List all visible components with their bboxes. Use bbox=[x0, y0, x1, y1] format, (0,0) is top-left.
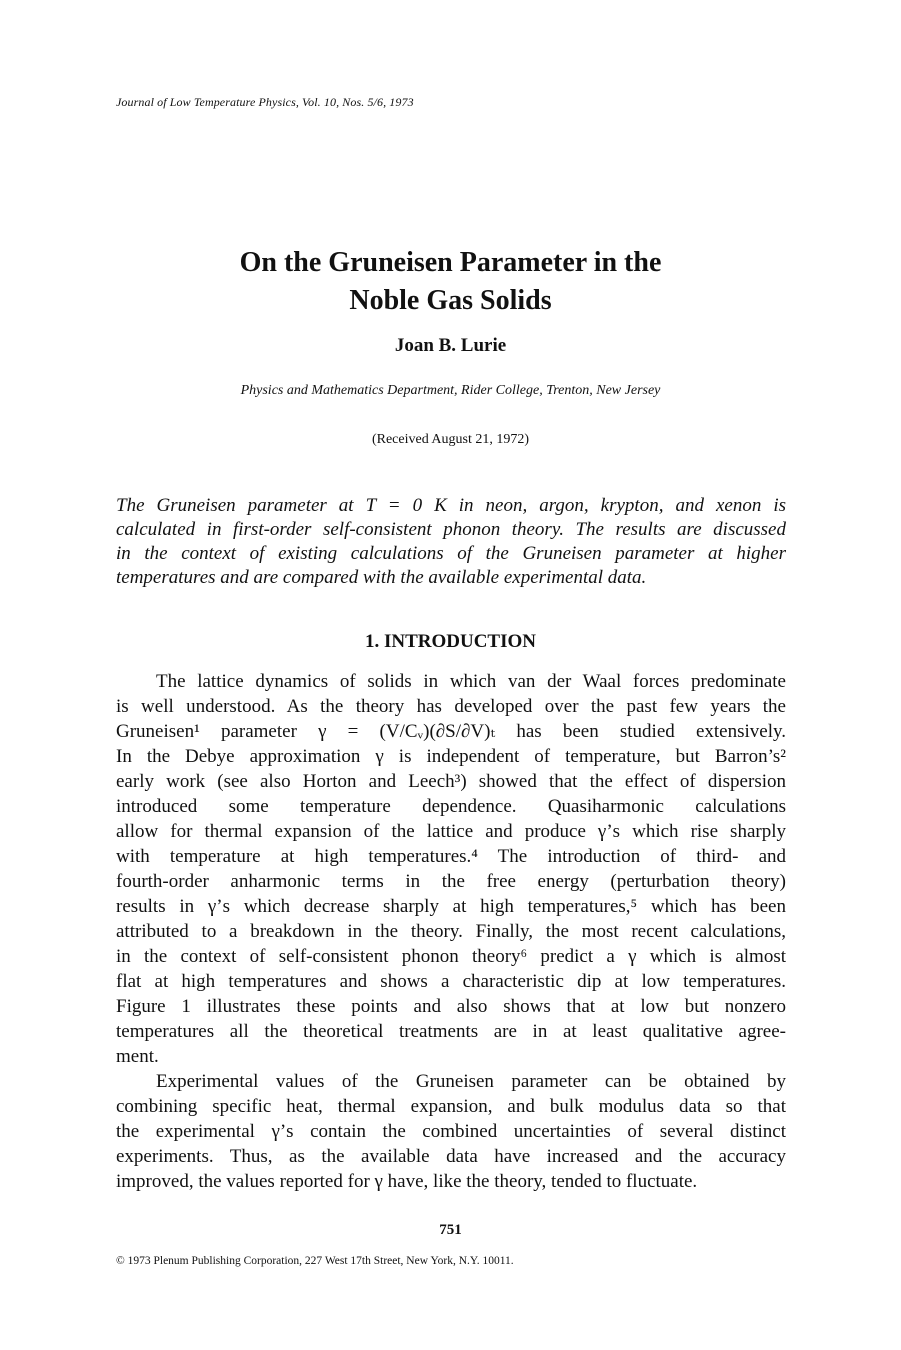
body-line: introduced some temperature dependence. Quasiharmonic calculations bbox=[116, 796, 786, 817]
body-line: Figure 1 illustrates these points and also shows that at low but nonzero bbox=[116, 996, 786, 1017]
abstract-line: The Gruneisen parameter at T = 0 K in neon, argon, krypton, and xenon is bbox=[116, 495, 786, 516]
body-line: the experimental γ’s contain the combined uncertainties of several distinct bbox=[116, 1121, 786, 1142]
title-line: On the Gruneisen Parameter in the bbox=[239, 247, 662, 278]
body-line: Gruneisen¹ parameter γ = (V/Cᵥ)(∂S/∂V)ₜ has been studied extensively. bbox=[116, 721, 786, 742]
body-line: in the context of self-consistent phonon theory⁶ predict a γ which is almost bbox=[116, 946, 786, 967]
body-line: with temperature at high temperatures.⁴ The introduction of third- and bbox=[116, 846, 786, 867]
author-name: Joan B. Lurie bbox=[394, 335, 507, 356]
body-line: flat at high temperatures and shows a characteristic dip at low temperatures. bbox=[116, 971, 786, 992]
page-number: 751 bbox=[439, 1222, 462, 1238]
body-line: allow for thermal expansion of the lattice and produce γ’s which rise sharply bbox=[116, 821, 786, 842]
title-line: Noble Gas Solids bbox=[349, 285, 552, 316]
received-date: (Received August 21, 1972) bbox=[371, 432, 530, 447]
paper-title bbox=[0, 244, 901, 320]
copyright-notice: © 1973 Plenum Publishing Corporation, 227 West 17th Street, New York, N.Y. 10011. bbox=[116, 1255, 514, 1267]
section-heading: 1. INTRODUCTION bbox=[364, 631, 537, 652]
body-line: In the Debye approximation γ is independent of temperature, but Barron’s² bbox=[116, 746, 786, 767]
body-line: experiments. Thus, as the available data have increased and the accuracy bbox=[116, 1146, 786, 1167]
body-line: fourth-order anharmonic terms in the free energy (perturbation theory) bbox=[116, 871, 786, 892]
author-affiliation: Physics and Mathematics Department, Rider College, Trenton, New Jersey bbox=[240, 383, 661, 398]
abstract-line: in the context of existing calculations of the Gruneisen parameter at higher bbox=[116, 543, 786, 564]
body-line: attributed to a breakdown in the theory. Finally, the most recent calculations, bbox=[116, 921, 786, 942]
body-line: is well understood. As the theory has developed over the past few years the bbox=[116, 696, 786, 717]
body-line: temperatures all the theoretical treatments are in at least qualitative agree- bbox=[116, 1021, 786, 1042]
body-line: Experimental values of the Gruneisen parameter can be obtained by bbox=[156, 1071, 786, 1092]
body-line: ment. bbox=[116, 1046, 159, 1067]
body-line: improved, the values reported for γ have, like the theory, tended to fluctuate. bbox=[116, 1171, 698, 1192]
abstract-line: temperatures and are compared with the available experimental data. bbox=[116, 567, 647, 588]
body-text bbox=[116, 669, 786, 1194]
abstract-line: calculated in first-order self-consistent phonon theory. The results are discussed bbox=[116, 519, 786, 540]
abstract bbox=[116, 494, 786, 590]
body-line: The lattice dynamics of solids in which van der Waal forces predominate bbox=[156, 671, 786, 692]
body-line: early work (see also Horton and Leech³) showed that the effect of dispersion bbox=[116, 771, 786, 792]
journal-citation: Journal of Low Temperature Physics, Vol. 10, Nos. 5/6, 1973 bbox=[116, 95, 414, 109]
body-line: combining specific heat, thermal expansion, and bulk modulus data so that bbox=[116, 1096, 786, 1117]
body-line: results in γ’s which decrease sharply at high temperatures,⁵ which has been bbox=[116, 896, 786, 917]
